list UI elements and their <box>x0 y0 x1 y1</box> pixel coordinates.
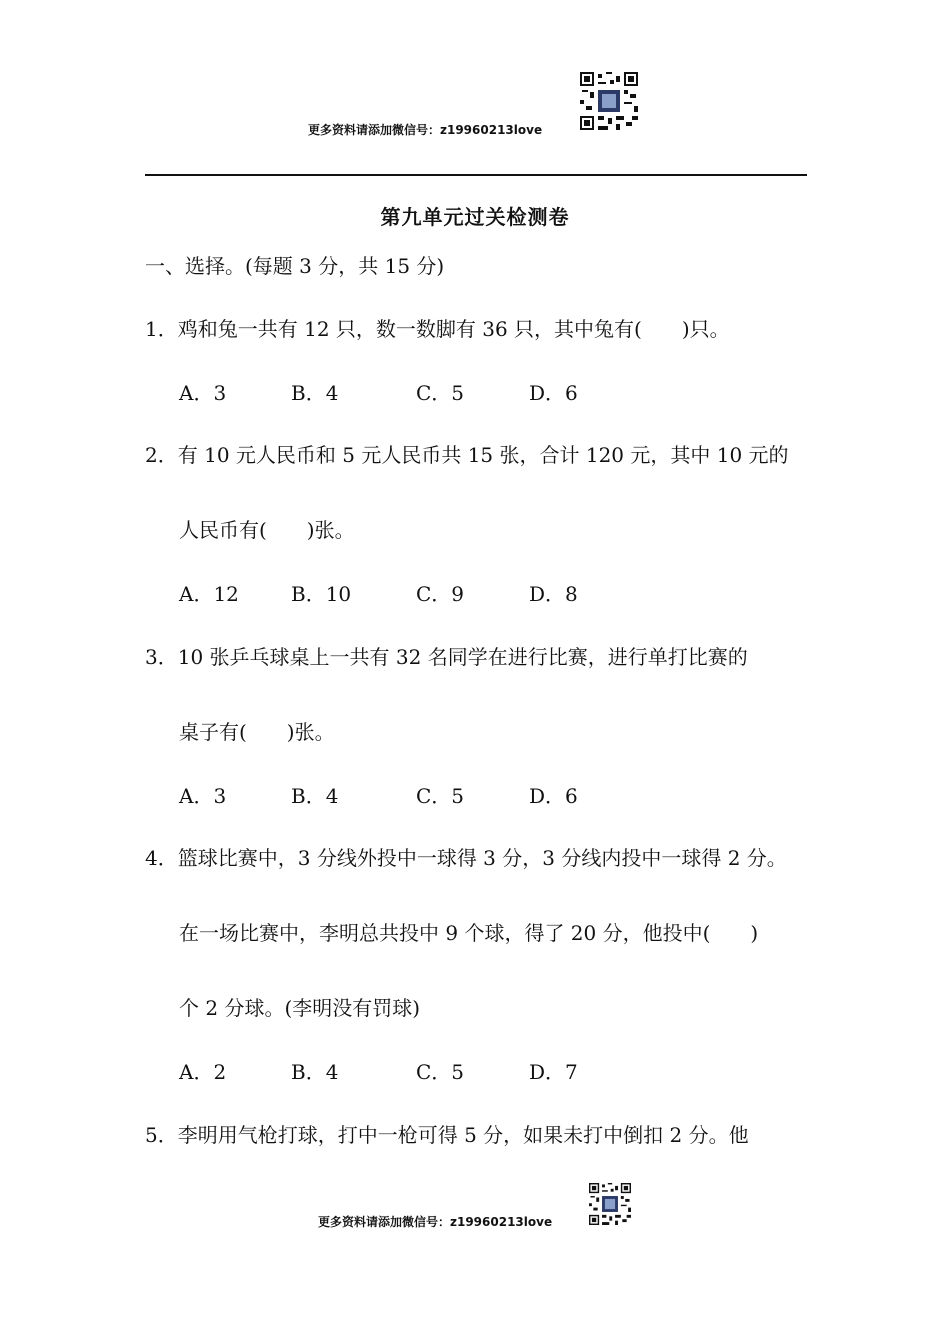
option-b: B．10 <box>291 582 352 606</box>
option-c: C．5 <box>416 1060 465 1084</box>
option-d: D．8 <box>529 582 578 606</box>
question-text: 有 10 元人民币和 5 元人民币共 15 张，合计 120 元，其中 10 元的 <box>177 443 789 467</box>
header-divider <box>145 174 807 176</box>
question-number: 4． <box>145 846 178 870</box>
question-text-continued: 人民币有( )张。 <box>179 518 355 542</box>
question-3 <box>145 641 748 670</box>
page-title: 第九单元过关检测卷 <box>380 205 570 229</box>
question-text: 10 张乒乓球桌上一共有 32 名同学在进行比赛，进行单打比赛的 <box>177 645 748 669</box>
footer-note: 更多资料请添加微信号：z19960213love <box>318 1215 553 1229</box>
option-c: C．9 <box>416 582 465 606</box>
option-d: D．6 <box>529 784 578 808</box>
option-b: B．4 <box>291 1060 339 1084</box>
option-d: D．7 <box>529 1060 578 1084</box>
question-4 <box>145 842 787 871</box>
question-number: 1． <box>145 317 178 341</box>
question-number: 5． <box>145 1123 178 1147</box>
question-text-continued: 在一场比赛中，李明总共投中 9 个球，得了 20 分，他投中( ) <box>179 921 759 945</box>
header-note: 更多资料请添加微信号：z19960213love <box>308 123 543 137</box>
option-a: A．2 <box>179 1060 227 1084</box>
question-text: 李明用气枪打球，打中一枪可得 5 分，如果未打中倒扣 2 分。他 <box>177 1123 749 1147</box>
qr-code-icon <box>589 1183 631 1225</box>
question-1 <box>145 313 730 342</box>
option-b: B．4 <box>291 381 339 405</box>
question-text-continued: 个 2 分球。(李明没有罚球) <box>179 996 421 1020</box>
question-text: 篮球比赛中，3 分线外投中一球得 3 分，3 分线内投中一球得 2 分。 <box>177 846 787 870</box>
option-a: A．3 <box>179 381 227 405</box>
question-text: 鸡和兔一共有 12 只，数一数脚有 36 只，其中兔有( )只。 <box>177 317 730 341</box>
question-number: 2． <box>145 443 178 467</box>
option-c: C．5 <box>416 381 465 405</box>
option-a: A．12 <box>179 582 239 606</box>
question-2 <box>145 439 789 468</box>
question-text-continued: 桌子有( )张。 <box>179 720 335 744</box>
option-d: D．6 <box>529 381 578 405</box>
section-heading: 一、选择。(每题 3 分，共 15 分) <box>145 254 445 278</box>
option-a: A．3 <box>179 784 227 808</box>
option-c: C．5 <box>416 784 465 808</box>
option-b: B．4 <box>291 784 339 808</box>
question-5 <box>145 1119 749 1148</box>
question-number: 3． <box>145 645 178 669</box>
qr-code-icon <box>580 72 638 130</box>
